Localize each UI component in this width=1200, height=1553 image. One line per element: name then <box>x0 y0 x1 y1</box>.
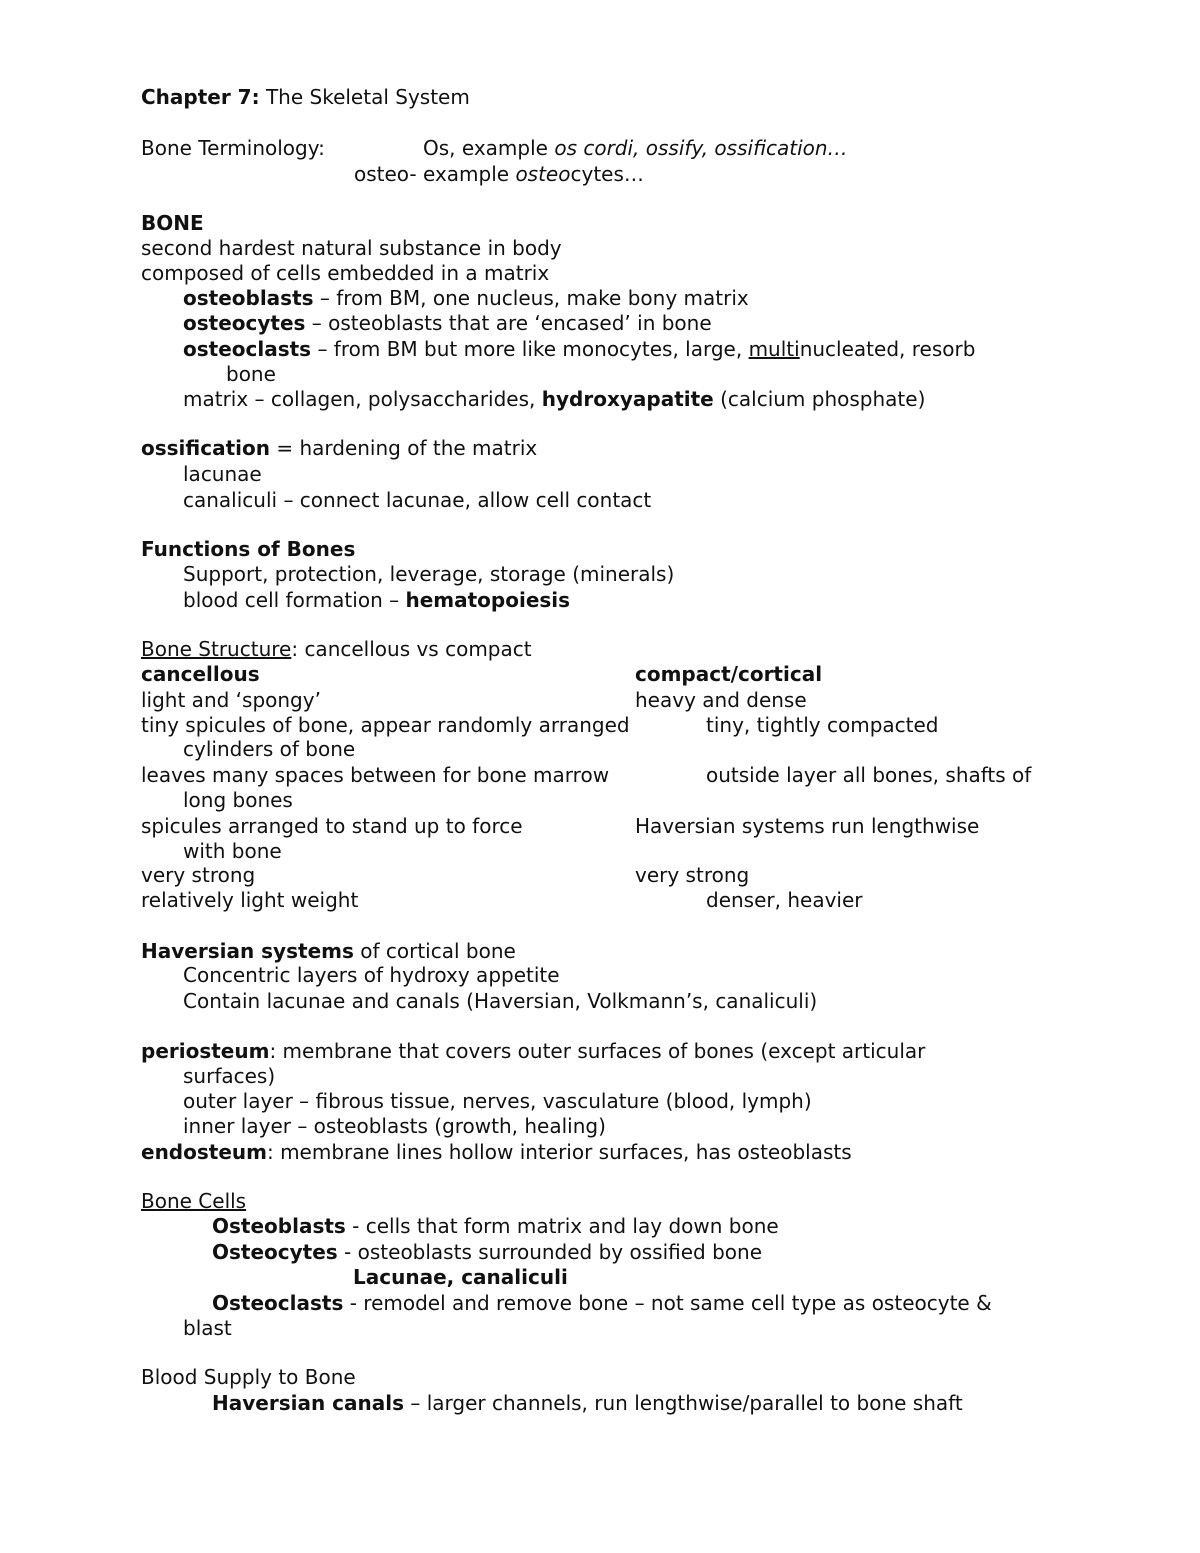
ossification-desc: = hardening of the matrix <box>269 436 538 460</box>
terminology-os: Os, example <box>423 136 555 160</box>
cells-osteoclasts-term: Osteoclasts <box>212 1291 344 1315</box>
osteocytes-desc: – osteoblasts that are ‘encased’ in bone <box>305 311 712 335</box>
osteoclasts-wrap: bone <box>226 362 276 386</box>
structure-row-left: very strong <box>141 863 256 887</box>
chapter-title <box>141 85 470 109</box>
cells-osteoblasts-term: Osteoblasts <box>212 1214 346 1238</box>
cells-osteocytes-term: Osteocytes <box>212 1240 338 1264</box>
ossification-canaliculi: canaliculi – connect lacunae, allow cell contact <box>183 488 652 512</box>
endosteum-term: endosteum <box>141 1140 267 1164</box>
osteoblasts-term: osteoblasts <box>183 286 314 310</box>
ossification-line <box>141 436 537 460</box>
structure-col1-head <box>141 662 260 686</box>
terminology-os-examples: os cordi, ossify, ossification… <box>554 136 848 160</box>
periosteum-term: periosteum <box>141 1039 270 1063</box>
matrix-hydroxyapatite: hydroxyapatite <box>541 387 714 411</box>
periosteum-line <box>141 1039 925 1063</box>
structure-row-right: outside layer all bones, shafts of <box>706 763 1032 787</box>
bone-line2: composed of cells embedded in a matrix <box>141 261 550 285</box>
structure-col2-head <box>635 662 822 686</box>
cells-lacunae <box>353 1265 568 1289</box>
osteocytes-term: osteocytes <box>183 311 306 335</box>
terminology-osteo-prefix: osteo <box>515 162 571 186</box>
structure-row-right: tiny, tightly compacted <box>706 713 939 737</box>
structure-row-wrap: cylinders of bone <box>183 737 356 761</box>
chapter-label: Chapter 7: <box>141 85 260 109</box>
structure-row-right: very strong <box>635 863 750 887</box>
osteoblasts-desc: – from BM, one nucleus, make bony matrix <box>313 286 749 310</box>
osteocytes-line <box>183 311 712 335</box>
terminology-osteo-suffix: cytes… <box>570 162 644 186</box>
cells-heading <box>141 1189 246 1213</box>
periosteum-inner: inner layer – osteoblasts (growth, healing) <box>183 1114 606 1138</box>
matrix-line <box>183 387 925 411</box>
haversian-desc: of cortical bone <box>353 939 516 963</box>
chapter-name: The Skeletal System <box>259 85 470 109</box>
structure-col2-head-text: compact/cortical <box>635 662 823 686</box>
cells-osteoclasts-wrap: blast <box>183 1316 232 1340</box>
bone-line1: second hardest natural substance in body <box>141 236 562 260</box>
blood-haversian <box>212 1391 963 1415</box>
osteoclasts-line <box>183 337 975 361</box>
structure-row-wrap: long bones <box>183 788 293 812</box>
structure-row-left: light and ‘spongy’ <box>141 688 321 712</box>
osteoblasts-line <box>183 286 749 310</box>
blood-haversian-desc: – larger channels, run lengthwise/parallel to bone shaft <box>404 1391 963 1415</box>
endosteum-line <box>141 1140 852 1164</box>
terminology-label: Bone Terminology: <box>141 136 325 160</box>
terminology-osteo: osteo- example <box>354 162 516 186</box>
functions-hematopoiesis: hematopoiesis <box>405 588 571 612</box>
osteoclasts-desc-b: nucleated, resorb <box>799 337 976 361</box>
osteoclasts-desc-a: – from BM but more like monocytes, large, <box>311 337 749 361</box>
haversian-line2: Contain lacunae and canals (Haversian, Volkmann’s, canaliculi) <box>183 989 818 1013</box>
ossification-term: ossification <box>141 436 270 460</box>
cells-lacunae-text: Lacunae, canaliculi <box>353 1265 568 1289</box>
terminology-osteo-line <box>354 162 644 186</box>
structure-row-left: leaves many spaces between for bone marrow <box>141 763 610 787</box>
structure-row-right: Haversian systems run lengthwise <box>635 814 980 838</box>
structure-col1-head-text: cancellous <box>141 662 260 686</box>
ossification-lacunae: lacunae <box>183 462 262 486</box>
blood-heading: Blood Supply to Bone <box>141 1365 356 1389</box>
functions-heading <box>141 537 355 561</box>
periosteum-outer: outer layer – fibrous tissue, nerves, vasculature (blood, lymph) <box>183 1089 812 1113</box>
functions-line2 <box>183 588 570 612</box>
blood-haversian-term: Haversian canals <box>212 1391 405 1415</box>
haversian-line <box>141 939 516 963</box>
functions-heading-text: Functions of Bones <box>141 537 356 561</box>
structure-row-left: tiny spicules of bone, appear randomly arranged <box>141 713 630 737</box>
cells-osteoblasts-desc: - cells that form matrix and lay down bone <box>345 1214 779 1238</box>
structure-row-left: spicules arranged to stand up to force <box>141 814 523 838</box>
periosteum-desc: : membrane that covers outer surfaces of bones (except articular <box>269 1039 926 1063</box>
functions-line1: Support, protection, leverage, storage (minerals) <box>183 562 675 586</box>
cells-osteocytes <box>212 1240 762 1264</box>
matrix-a: matrix – collagen, polysaccharides, <box>183 387 542 411</box>
haversian-term: Haversian systems <box>141 939 354 963</box>
structure-row-left: relatively light weight <box>141 888 359 912</box>
osteoclasts-term: osteoclasts <box>183 337 312 361</box>
periosteum-wrap: surfaces) <box>183 1064 276 1088</box>
functions-line2a: blood cell formation – <box>183 588 406 612</box>
cells-heading-text: Bone Cells <box>141 1189 247 1213</box>
structure-row-right: denser, heavier <box>706 888 863 912</box>
structure-heading-text: Bone Structure <box>141 637 292 661</box>
structure-heading <box>141 637 532 661</box>
structure-row-wrap: with bone <box>183 839 282 863</box>
terminology-os-line <box>423 136 848 160</box>
structure-row-right: heavy and dense <box>635 688 807 712</box>
cells-osteoclasts-desc: - remodel and remove bone – not same cell type as osteocyte & <box>343 1291 992 1315</box>
cells-osteoblasts <box>212 1214 779 1238</box>
bone-heading-text: BONE <box>141 211 204 235</box>
bone-heading <box>141 211 204 235</box>
cells-osteocytes-desc: - osteoblasts surrounded by ossified bone <box>337 1240 762 1264</box>
osteoclasts-desc-underlined: multi <box>748 337 800 361</box>
haversian-line1: Concentric layers of hydroxy appetite <box>183 963 560 987</box>
structure-subtitle: : cancellous vs compact <box>291 637 532 661</box>
endosteum-desc: : membrane lines hollow interior surfaces, has osteoblasts <box>266 1140 852 1164</box>
matrix-c: (calcium phosphate) <box>713 387 926 411</box>
cells-osteoclasts <box>212 1291 992 1315</box>
